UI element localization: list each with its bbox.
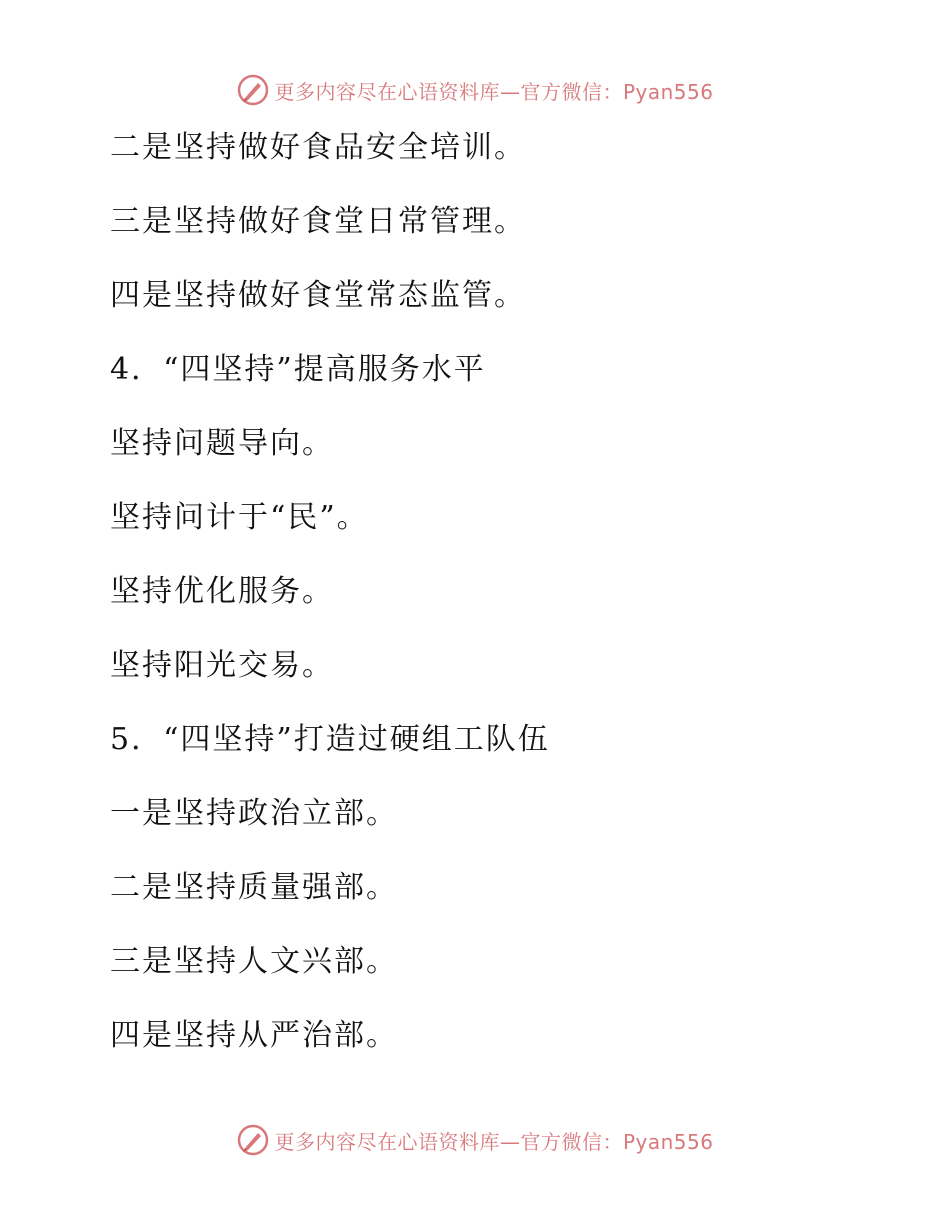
watermark-text: 更多内容尽在心语资料库—官方微信：Pyan556 — [274, 79, 714, 104]
text-line: 四是坚持从严治部。 — [110, 1018, 398, 1053]
footer-watermark — [0, 1120, 950, 1160]
text-line: 坚持问题导向。 — [110, 426, 334, 461]
document-body — [110, 125, 890, 1087]
text-line: 二是坚持做好食品安全培训。 — [110, 130, 526, 165]
pen-logo-icon — [236, 1123, 270, 1157]
header-watermark — [0, 70, 950, 110]
text-line: 一是坚持政治立部。 — [110, 796, 398, 831]
watermark-text: 更多内容尽在心语资料库—官方微信：Pyan556 — [274, 1129, 714, 1154]
text-line: 坚持问计于“民”。 — [110, 500, 369, 535]
section-heading: 4．“四坚持”提高服务水平 — [110, 352, 486, 387]
text-line: 二是坚持质量强部。 — [110, 870, 398, 905]
text-line: 三是坚持人文兴部。 — [110, 944, 398, 979]
text-line: 坚持优化服务。 — [110, 574, 334, 609]
text-line: 三是坚持做好食堂日常管理。 — [110, 204, 526, 239]
pen-logo-icon — [236, 73, 270, 107]
text-line: 坚持阳光交易。 — [110, 648, 334, 683]
text-line: 四是坚持做好食堂常态监管。 — [110, 278, 526, 313]
section-heading: 5．“四坚持”打造过硬组工队伍 — [110, 722, 550, 757]
